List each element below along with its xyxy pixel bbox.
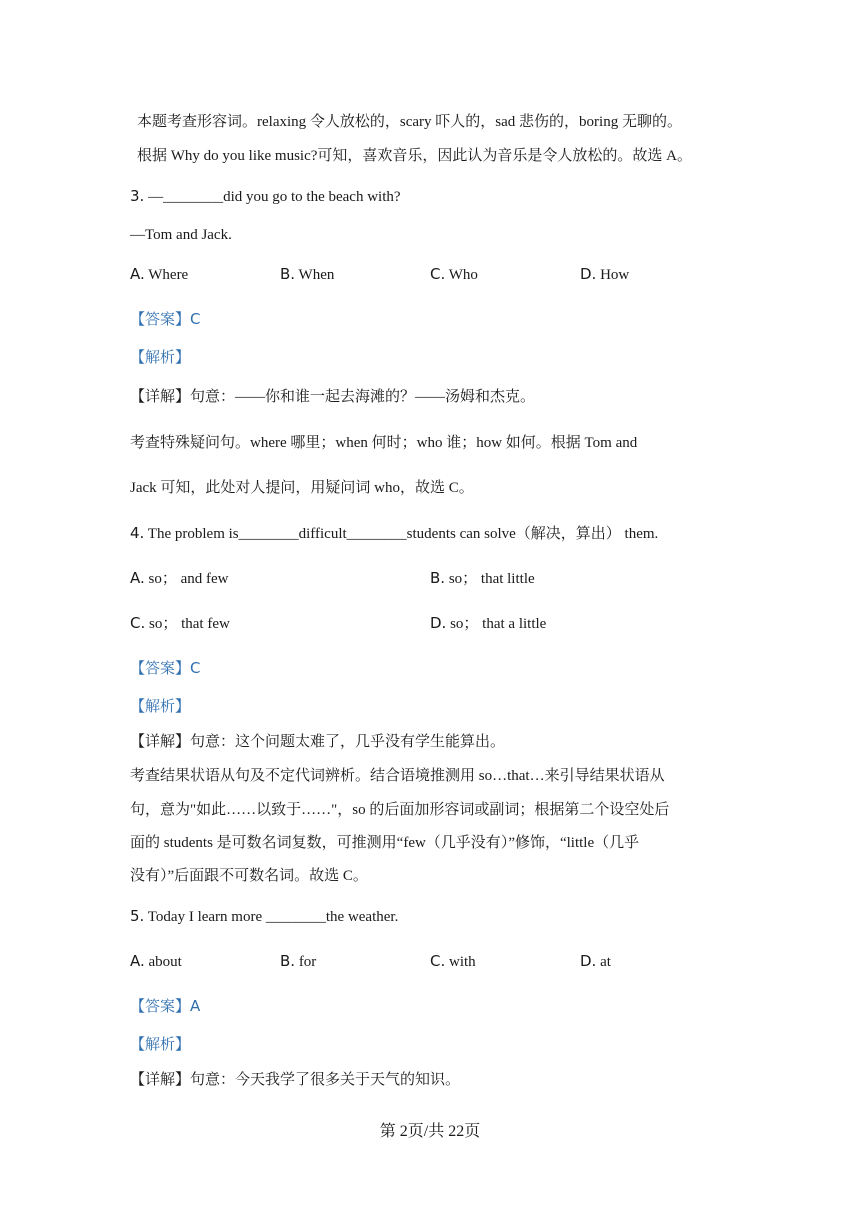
q5-stem-text: Today I learn more ________the weather. [147,909,399,925]
q5-stem [130,906,398,927]
q3-detail: 【详解】句意：——你和谁一起去海滩的？——汤姆和杰克。 [130,389,536,405]
q3-option-d: D. How [580,265,630,283]
page-footer: 第 2页/共 22页 [379,1123,481,1140]
q5-number: 5. [130,907,145,925]
q5-detail: 【详解】句意：今天我学了很多关于天气的知识。 [130,1072,461,1088]
q4-answer: 【答案】C [130,659,201,677]
q4-explain-1: 考查结果状语从句及不定代词辨析。结合语境推测用 so…that…来引导结果状语从 [130,768,665,784]
q4-option-c: C. so； that few [130,614,230,632]
q3-stem [130,186,401,207]
q5-option-d: D. at [580,952,611,970]
q3-explain-1: 考查特殊疑问句。where 哪里；when 何时；who 谁；how 如何。根据 Tom and [130,435,638,451]
q3-option-a: A. Where [130,265,189,283]
q5-option-c: C. with [430,952,476,970]
q3-analysis-label: 【解析】 [130,350,191,366]
q3-reply: —Tom and Jack. [130,227,232,243]
q5-analysis-label: 【解析】 [130,1037,191,1053]
q4-option-d: D. so； that a little [430,614,547,632]
intro-line-2: 根据 Why do you like music?可知，喜欢音乐，因此认为音乐是令人放松的。故选 A。 [137,148,692,164]
q4-detail: 【详解】句意：这个问题太难了，几乎没有学生能算出。 [130,734,506,750]
q5-option-b: B. for [280,952,317,970]
q4-option-b: B. so； that little [430,569,535,587]
q5-answer: 【答案】A [130,997,201,1015]
q4-number: 4. [130,524,145,542]
q3-explain-2: Jack 可知，此处对人提问，用疑问词 who，故选 C。 [130,480,474,496]
q3-number: 3. [130,187,145,205]
q4-analysis-label: 【解析】 [130,699,191,715]
q4-explain-4: 没有）”后面跟不可数名词。故选 C。 [130,868,368,884]
q4-option-a: A. so； and few [130,569,229,587]
q3-answer: 【答案】C [130,310,201,328]
q5-option-a: A. about [130,952,182,970]
q4-stem [130,523,658,544]
q3-option-c: C. Who [430,265,478,283]
q3-stem-text: —________did you go to the beach with? [148,189,401,205]
q3-option-b: B. When [280,265,335,283]
q4-explain-2: 句，意为"如此……以致于……"，so 的后面加形容词或副词；根据第二个设空处后 [130,802,670,818]
intro-line-1: 本题考查形容词。relaxing 令人放松的，scary 吓人的，sad 悲伤的，boring 无聊的。 [137,114,682,130]
q4-explain-3: 面的 students 是可数名词复数，可推测用“few（几乎没有）”修饰，“little（几乎 [130,835,640,851]
q4-stem-text: The problem is________difficult________students can solve（解决，算出） them. [147,526,659,542]
